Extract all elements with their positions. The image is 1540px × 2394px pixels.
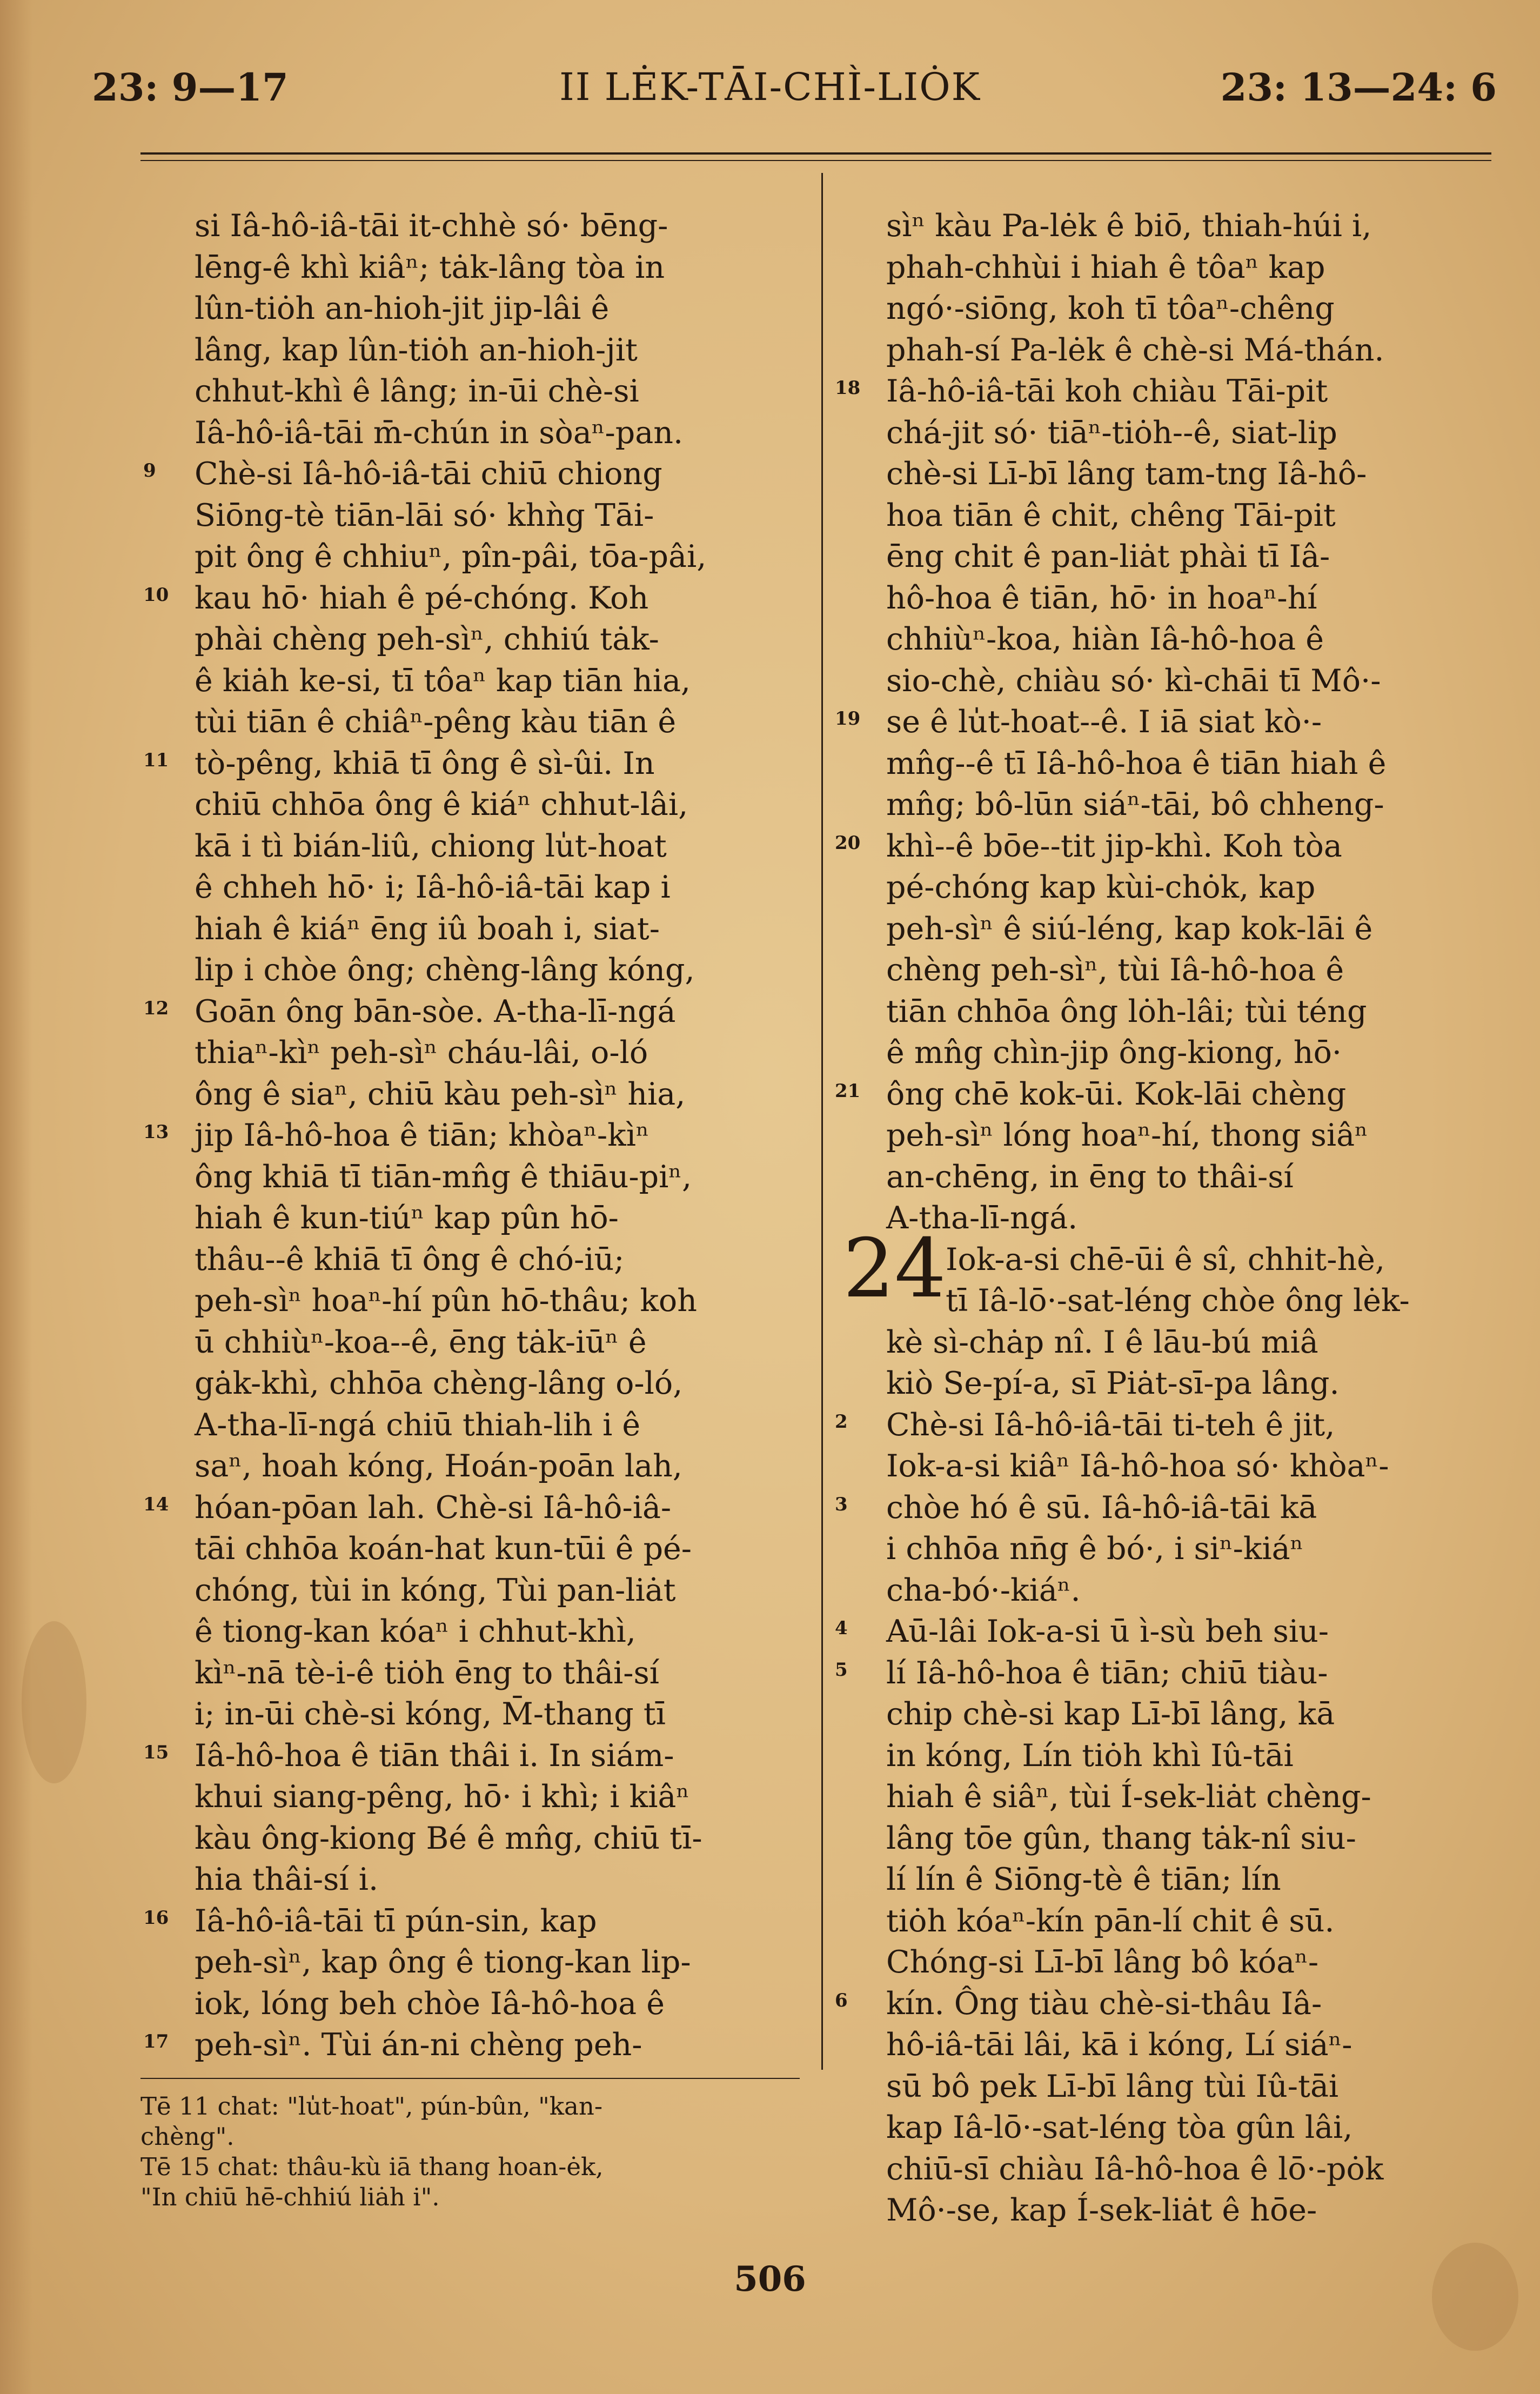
line-text: hiah ê kun-tiúⁿ kap pûn hō- <box>195 1200 619 1236</box>
line-text: hô-iâ-tāi lâi, kā i kóng, Lí siáⁿ- <box>886 2027 1352 2063</box>
line-text: ê chheh hō· i; Iâ-hô-iâ-tāi kap i <box>195 870 671 905</box>
text-line <box>886 1032 1497 1074</box>
line-text: Aū-lâi Iok-a-si ū ì-sù beh siu- <box>886 1614 1329 1649</box>
text-line <box>195 1570 800 1611</box>
line-text: ông ê siaⁿ, chiū kàu peh-sìⁿ hia, <box>195 1076 686 1112</box>
footnotes <box>140 2091 805 2212</box>
text-line <box>143 1735 800 1777</box>
page-number: 506 <box>734 2259 806 2299</box>
text-line <box>195 536 800 578</box>
text-line <box>195 1694 800 1735</box>
line-text: A-tha-lī-ngá chiū thiah-lih i ê <box>195 1407 641 1443</box>
footnote-line: Tē 15 chat: thâu-kù iā thang hoan-ėk, <box>140 2152 604 2181</box>
line-text: kap Iâ-lō·-sat-léng tòa gûn lâi, <box>886 2110 1353 2145</box>
text-line <box>195 908 800 950</box>
line-text: cha-bó·-kiáⁿ. <box>886 1572 1081 1608</box>
text-line <box>195 1156 800 1198</box>
line-text: pit ông ê chhiuⁿ, pîn-pâi, tōa-pâi, <box>195 539 707 574</box>
line-text: khui siang-pêng, hō· i khì; i kiâⁿ <box>195 1779 690 1815</box>
text-line <box>195 1074 800 1115</box>
line-text: hóan-pōan lah. Chè-si Iâ-hô-iâ- <box>195 1489 672 1526</box>
line-text: i; in-ūi chè-si kóng, M̄-thang tī <box>195 1696 666 1732</box>
text-line <box>886 330 1497 371</box>
line-text: phài chèng peh-sìⁿ, chhiú tȧk- <box>195 621 659 657</box>
text-line <box>195 1528 800 1570</box>
text-line <box>886 205 1497 247</box>
text-line <box>886 1446 1497 1487</box>
line-text: kè sì-chȧp nî. I ê lāu-bú miâ <box>886 1324 1318 1360</box>
line-text: mn̂g--ê tī Iâ-hô-hoa ê tiān hiah ê <box>886 745 1387 781</box>
verse-number: 21 <box>835 1080 861 1102</box>
line-text: lâng tōe gûn, thang tȧk-nî siu- <box>886 1820 1356 1856</box>
text-line <box>886 536 1497 578</box>
text-line <box>886 908 1497 950</box>
line-text: sū bô pek Lī-bī lâng tùi Iû-tāi <box>886 2068 1339 2104</box>
chapter-number: 24 <box>843 1221 946 1316</box>
text-line <box>886 1198 1497 1239</box>
text-line <box>886 2149 1497 2190</box>
line-text: chá-jit só· tiāⁿ-tiȯh--ê, siat-lip <box>886 414 1337 451</box>
header-rule-thin <box>140 160 1491 161</box>
line-text: peh-sìⁿ hoaⁿ-hí pûn hō-thâu; koh <box>195 1283 697 1319</box>
header-book-title: II LĖK-TĀI-CHÌ-LIȮK <box>559 65 981 109</box>
line-text: hô-hoa ê tiān, hō· in hoaⁿ-hí <box>886 580 1317 616</box>
line-text: chòe hó ê sū. Iâ-hô-iâ-tāi kā <box>886 1489 1317 1526</box>
line-text: phah-chhùi i hiah ê tôaⁿ kap <box>886 249 1325 285</box>
line-text: lēng-ê khì kiâⁿ; tȧk-lâng tòa in <box>195 249 665 285</box>
text-line <box>886 495 1497 537</box>
text-line <box>195 330 800 371</box>
text-line <box>195 826 800 867</box>
text-line <box>195 660 800 702</box>
text-line <box>886 412 1497 454</box>
line-text: kiò Se-pí-a, sī Piȧt-sī-pa lâng. <box>886 1366 1340 1401</box>
line-text: peh-sìⁿ lóng hoaⁿ-hí, thong siâⁿ <box>886 1118 1368 1153</box>
verse-number: 3 <box>835 1493 848 1515</box>
text-line <box>886 1528 1497 1570</box>
verse-number: 10 <box>143 584 169 606</box>
verse-number: 5 <box>835 1659 848 1681</box>
line-text: chèng peh-sìⁿ, tùi Iâ-hô-hoa ê <box>886 952 1344 988</box>
verse-number: 9 <box>143 460 156 482</box>
verse-number: 2 <box>835 1410 848 1433</box>
line-text: chóng, tùi in kóng, Tùi pan-liȧt <box>195 1572 676 1608</box>
header-rule <box>140 152 1491 155</box>
line-text: ê tiong-kan kóaⁿ i chhut-khì, <box>195 1614 636 1649</box>
text-line <box>886 1694 1497 1735</box>
text-line <box>195 247 800 289</box>
line-text: ê kiȧh ke-si, tī tôaⁿ kap tiān hia, <box>195 663 691 699</box>
text-line <box>195 1198 800 1239</box>
text-line <box>886 1156 1497 1198</box>
line-text: an-chēng, in ēng to thâi-sí <box>886 1159 1294 1195</box>
line-text: Chè-si Iâ-hô-iâ-tāi ti-teh ê jit, <box>886 1407 1335 1443</box>
line-text: A-tha-lī-ngá. <box>886 1200 1078 1236</box>
text-line <box>195 205 800 247</box>
line-text: thiaⁿ-kìⁿ peh-sìⁿ cháu-lâi, o-ló <box>195 1035 648 1071</box>
line-text: kàu ông-kiong Bé ê mn̂g, chiū tī- <box>195 1820 702 1856</box>
line-text: ê mn̂g chìn-jip ông-kiong, hō· <box>886 1035 1342 1071</box>
line-text: Chóng-si Lī-bī lâng bô kóaⁿ- <box>886 1944 1319 1980</box>
line-text: ū chhiùⁿ-koa--ê, ēng tȧk-iūⁿ ê <box>195 1324 647 1360</box>
line-text: kín. Ông tiàu chè-si-thâu Iâ- <box>886 1985 1322 2022</box>
left-column <box>143 205 800 2066</box>
chapter-first-line: Iok-a-si chē-ūi ê sî, chhit-hè, <box>946 1241 1385 1278</box>
text-line <box>195 1446 800 1487</box>
line-text: chè-si Lī-bī lâng tam-tng Iâ-hô- <box>886 456 1367 492</box>
text-line <box>886 1363 1497 1405</box>
footnote-line: "In chiū hē-chhiú liȧh i". <box>140 2183 440 2211</box>
text-line <box>886 453 1497 495</box>
running-header <box>0 65 1540 124</box>
verse-number: 4 <box>835 1617 848 1639</box>
verse-number: 14 <box>143 1493 169 1515</box>
text-line <box>195 495 800 537</box>
header-left-reference: 23: 9—17 <box>92 65 289 110</box>
line-text: lip i chòe ông; chèng-lâng kóng, <box>195 952 695 988</box>
line-text: Mô·-se, kap Í-sek-liȧt ê hōe- <box>886 2192 1317 2228</box>
text-line <box>195 1818 800 1860</box>
text-line <box>835 371 1497 412</box>
text-line <box>195 867 800 908</box>
text-line <box>886 1859 1497 1901</box>
line-text: kìⁿ-nā tè-i-ê tiȯh ēng to thâi-sí <box>195 1655 659 1691</box>
text-line <box>886 867 1497 908</box>
verse-number: 19 <box>835 708 861 730</box>
page-edge-shadow <box>0 0 32 2394</box>
text-line <box>886 1570 1497 1611</box>
line-text: peh-sìⁿ, kap ông ê tiong-kan lip- <box>195 1944 691 1980</box>
header-right-reference: 23: 13—24: 6 <box>1220 65 1497 110</box>
verse-number: 17 <box>143 2031 169 2052</box>
text-line <box>886 288 1497 330</box>
text-line <box>886 1280 1497 1322</box>
line-text: Iok-a-si kiâⁿ Iâ-hô-hoa só· khòaⁿ- <box>886 1448 1389 1484</box>
text-line <box>195 1776 800 1818</box>
line-text: jip Iâ-hô-hoa ê tiān; khòaⁿ-kìⁿ <box>195 1118 650 1153</box>
line-text: hia thâi-sí i. <box>195 1862 379 1897</box>
text-line <box>835 826 1497 867</box>
line-text: tiān chhōa ông lȯh-lâi; tùi téng <box>886 993 1367 1029</box>
line-text: phah-sí Pa-lėk ê chè-si Má-thán. <box>886 332 1384 368</box>
line-text: saⁿ, hoah kóng, Hoán-poān lah, <box>195 1448 682 1484</box>
line-text: Goān ông bān-sòe. A-tha-lī-ngá <box>195 993 676 1029</box>
line-text: tī Iâ-lō·-sat-léng chòe ông lėk- <box>946 1283 1410 1319</box>
verse-number: 13 <box>143 1121 169 1143</box>
line-text: chiū-sī chiàu Iâ-hô-hoa ê lō·-pȯk <box>886 2151 1384 2187</box>
line-text: Iâ-hô-hoa ê tiān thâi i. In siám- <box>195 1737 674 1774</box>
text-line <box>195 1942 800 1983</box>
text-line <box>886 1735 1497 1777</box>
text-line <box>886 2107 1497 2149</box>
line-text: Iâ-hô-iâ-tāi m̄-chún in sòaⁿ-pan. <box>195 414 684 451</box>
text-line <box>143 1115 800 1156</box>
line-text: Chè-si Iâ-hô-iâ-tāi chiū chiong <box>195 456 662 492</box>
text-line <box>195 1032 800 1074</box>
text-line <box>143 578 800 619</box>
line-text: ông chē kok-ūi. Kok-lāi chèng <box>886 1076 1347 1112</box>
text-line <box>143 1487 800 1529</box>
verse-number: 11 <box>143 749 169 771</box>
line-text: iok, lóng beh chòe Iâ-hô-hoa ê <box>195 1985 665 2022</box>
line-text: ēng chit ê pan-liȧt phài tī Iâ- <box>886 539 1330 574</box>
text-line <box>886 1322 1497 1363</box>
line-text: ngó·-siōng, koh tī tôaⁿ-chêng <box>886 291 1335 326</box>
line-text: sio-chè, chiàu só· kì-chāi tī Mô·- <box>886 663 1381 699</box>
line-text: thâu--ê khiā tī ông ê chó-iū; <box>195 1241 625 1278</box>
line-text: chiū chhōa ông ê kiáⁿ chhut-lâi, <box>195 787 688 822</box>
line-text: lûn-tiȯh an-hioh-jit jip-lâi ê <box>195 291 610 326</box>
line-text: si Iâ-hô-iâ-tāi it-chhè só· bēng- <box>195 208 668 244</box>
line-text: i chhōa nn̄g ê bó·, i siⁿ-kiáⁿ <box>886 1531 1304 1567</box>
text-line <box>195 949 800 991</box>
text-line <box>886 784 1497 826</box>
text-line <box>195 1405 800 1446</box>
text-line <box>195 1611 800 1653</box>
footnote-line: Tē 11 chat: "lu̍t-hoat", pún-bûn, "kan- <box>140 2092 603 2121</box>
line-text: Siōng-tè tiān-lāi só· khǹg Tāi- <box>195 497 654 533</box>
line-text: se ê lu̍t-hoat--ê. I iā siat kò·- <box>886 704 1322 740</box>
text-line <box>886 1776 1497 1818</box>
verse-number: 15 <box>143 1741 169 1763</box>
text-line <box>143 453 800 495</box>
text-line <box>835 1487 1497 1529</box>
line-text: tiȯh kóaⁿ-kín pān-lí chit ê sū. <box>886 1903 1335 1939</box>
text-line <box>886 743 1497 785</box>
line-text: lí Iâ-hô-hoa ê tiān; chiū tiàu- <box>886 1655 1328 1691</box>
text-line <box>143 991 800 1033</box>
text-line <box>886 247 1497 289</box>
line-text: peh-sìⁿ. Tùi án-ni chèng peh- <box>195 2027 642 2063</box>
verse-number: 18 <box>835 377 861 399</box>
line-text: tò-pêng, khiā tī ông ê sì-ûi. In <box>195 745 655 781</box>
line-text: Iâ-hô-iâ-tāi koh chiàu Tāi-pit <box>886 373 1328 409</box>
text-line <box>195 784 800 826</box>
right-column <box>835 205 1497 2231</box>
line-text: pé-chóng kap kùi-chȯk, kap <box>886 870 1316 905</box>
text-line <box>886 619 1497 660</box>
right-column-chapter-24 <box>835 1280 1497 2231</box>
text-line <box>886 2066 1497 2108</box>
text-line <box>886 1115 1497 1156</box>
line-text: mn̂g; bô-lūn siáⁿ-tāi, bô chheng- <box>886 787 1384 822</box>
line-text: ông khiā tī tiān-mn̂g ê thiāu-piⁿ, <box>195 1159 692 1195</box>
verse-number: 12 <box>143 997 169 1019</box>
text-line <box>195 288 800 330</box>
text-line <box>886 1818 1497 1860</box>
line-text: kā i tì bián-liû, chiong lu̍t-hoat <box>195 828 667 864</box>
line-text: kau hō· hiah ê pé-chóng. Koh <box>195 580 649 616</box>
text-line <box>195 1322 800 1363</box>
text-line <box>886 578 1497 619</box>
text-line <box>835 1983 1497 2025</box>
line-text: in kóng, Lín tiȯh khì Iû-tāi <box>886 1737 1294 1774</box>
text-line <box>195 1280 800 1322</box>
footnote-rule <box>140 2078 800 2079</box>
line-text: lâng, kap lûn-tiȯh an-hioh-jit <box>195 332 638 368</box>
text-line <box>835 1074 1497 1115</box>
line-text: chip chè-si kap Lī-bī lâng, kā <box>886 1696 1335 1732</box>
text-line <box>886 991 1497 1033</box>
text-line <box>886 660 1497 702</box>
verse-number: 16 <box>143 1907 169 1929</box>
text-line <box>886 1942 1497 1983</box>
text-line <box>143 743 800 785</box>
text-line <box>195 1983 800 2025</box>
text-line <box>835 701 1497 743</box>
line-text: chhiùⁿ-koa, hiàn Iâ-hô-hoa ê <box>886 621 1324 657</box>
line-text: hiah ê siâⁿ, tùi Í-sek-liȧt chèng- <box>886 1779 1371 1815</box>
line-text: sìⁿ kàu Pa-lėk ê biō, thiah-húi i, <box>886 208 1372 244</box>
text-line <box>195 619 800 660</box>
verse-number: 20 <box>835 832 861 854</box>
line-text: Iâ-hô-iâ-tāi tī pún-sin, kap <box>195 1903 597 1939</box>
verse-number: 6 <box>835 1989 848 2011</box>
column-divider <box>821 173 823 2070</box>
text-line <box>195 1859 800 1901</box>
paper-stain <box>22 1621 86 1783</box>
text-line <box>195 701 800 743</box>
line-text: gȧk-khì, chhōa chèng-lâng o-ló, <box>195 1366 683 1401</box>
text-line <box>886 2024 1497 2066</box>
line-text: lí lín ê Siōng-tè ê tiān; lín <box>886 1862 1281 1897</box>
line-text: tāi chhōa koán-hat kun-tūi ê pé- <box>195 1531 692 1567</box>
text-line <box>886 949 1497 991</box>
text-line <box>195 1653 800 1694</box>
right-column-chapter-23 <box>835 205 1497 1239</box>
text-line <box>195 412 800 454</box>
text-line <box>835 1653 1497 1694</box>
text-line <box>886 2190 1497 2231</box>
text-line <box>835 1405 1497 1446</box>
line-text: khì--ê bōe--tit jip-khì. Koh tòa <box>886 828 1342 864</box>
text-line <box>835 1611 1497 1653</box>
text-line <box>195 1363 800 1405</box>
line-text: peh-sìⁿ ê siú-léng, kap kok-lāi ê <box>886 911 1373 947</box>
line-text: hoa tiān ê chit, chêng Tāi-pit <box>886 497 1336 533</box>
line-text: hiah ê kiáⁿ ēng iû boah i, siat- <box>195 911 660 947</box>
text-line <box>143 2024 800 2066</box>
text-line <box>143 1901 800 1942</box>
footnote-line: chèng". <box>140 2122 235 2151</box>
text-line <box>886 1901 1497 1942</box>
text-line <box>195 371 800 412</box>
line-text: chhut-khì ê lâng; in-ūi chè-si <box>195 373 639 409</box>
text-line <box>195 1239 800 1281</box>
line-text: tùi tiān ê chiâⁿ-pêng kàu tiān ê <box>195 704 677 740</box>
